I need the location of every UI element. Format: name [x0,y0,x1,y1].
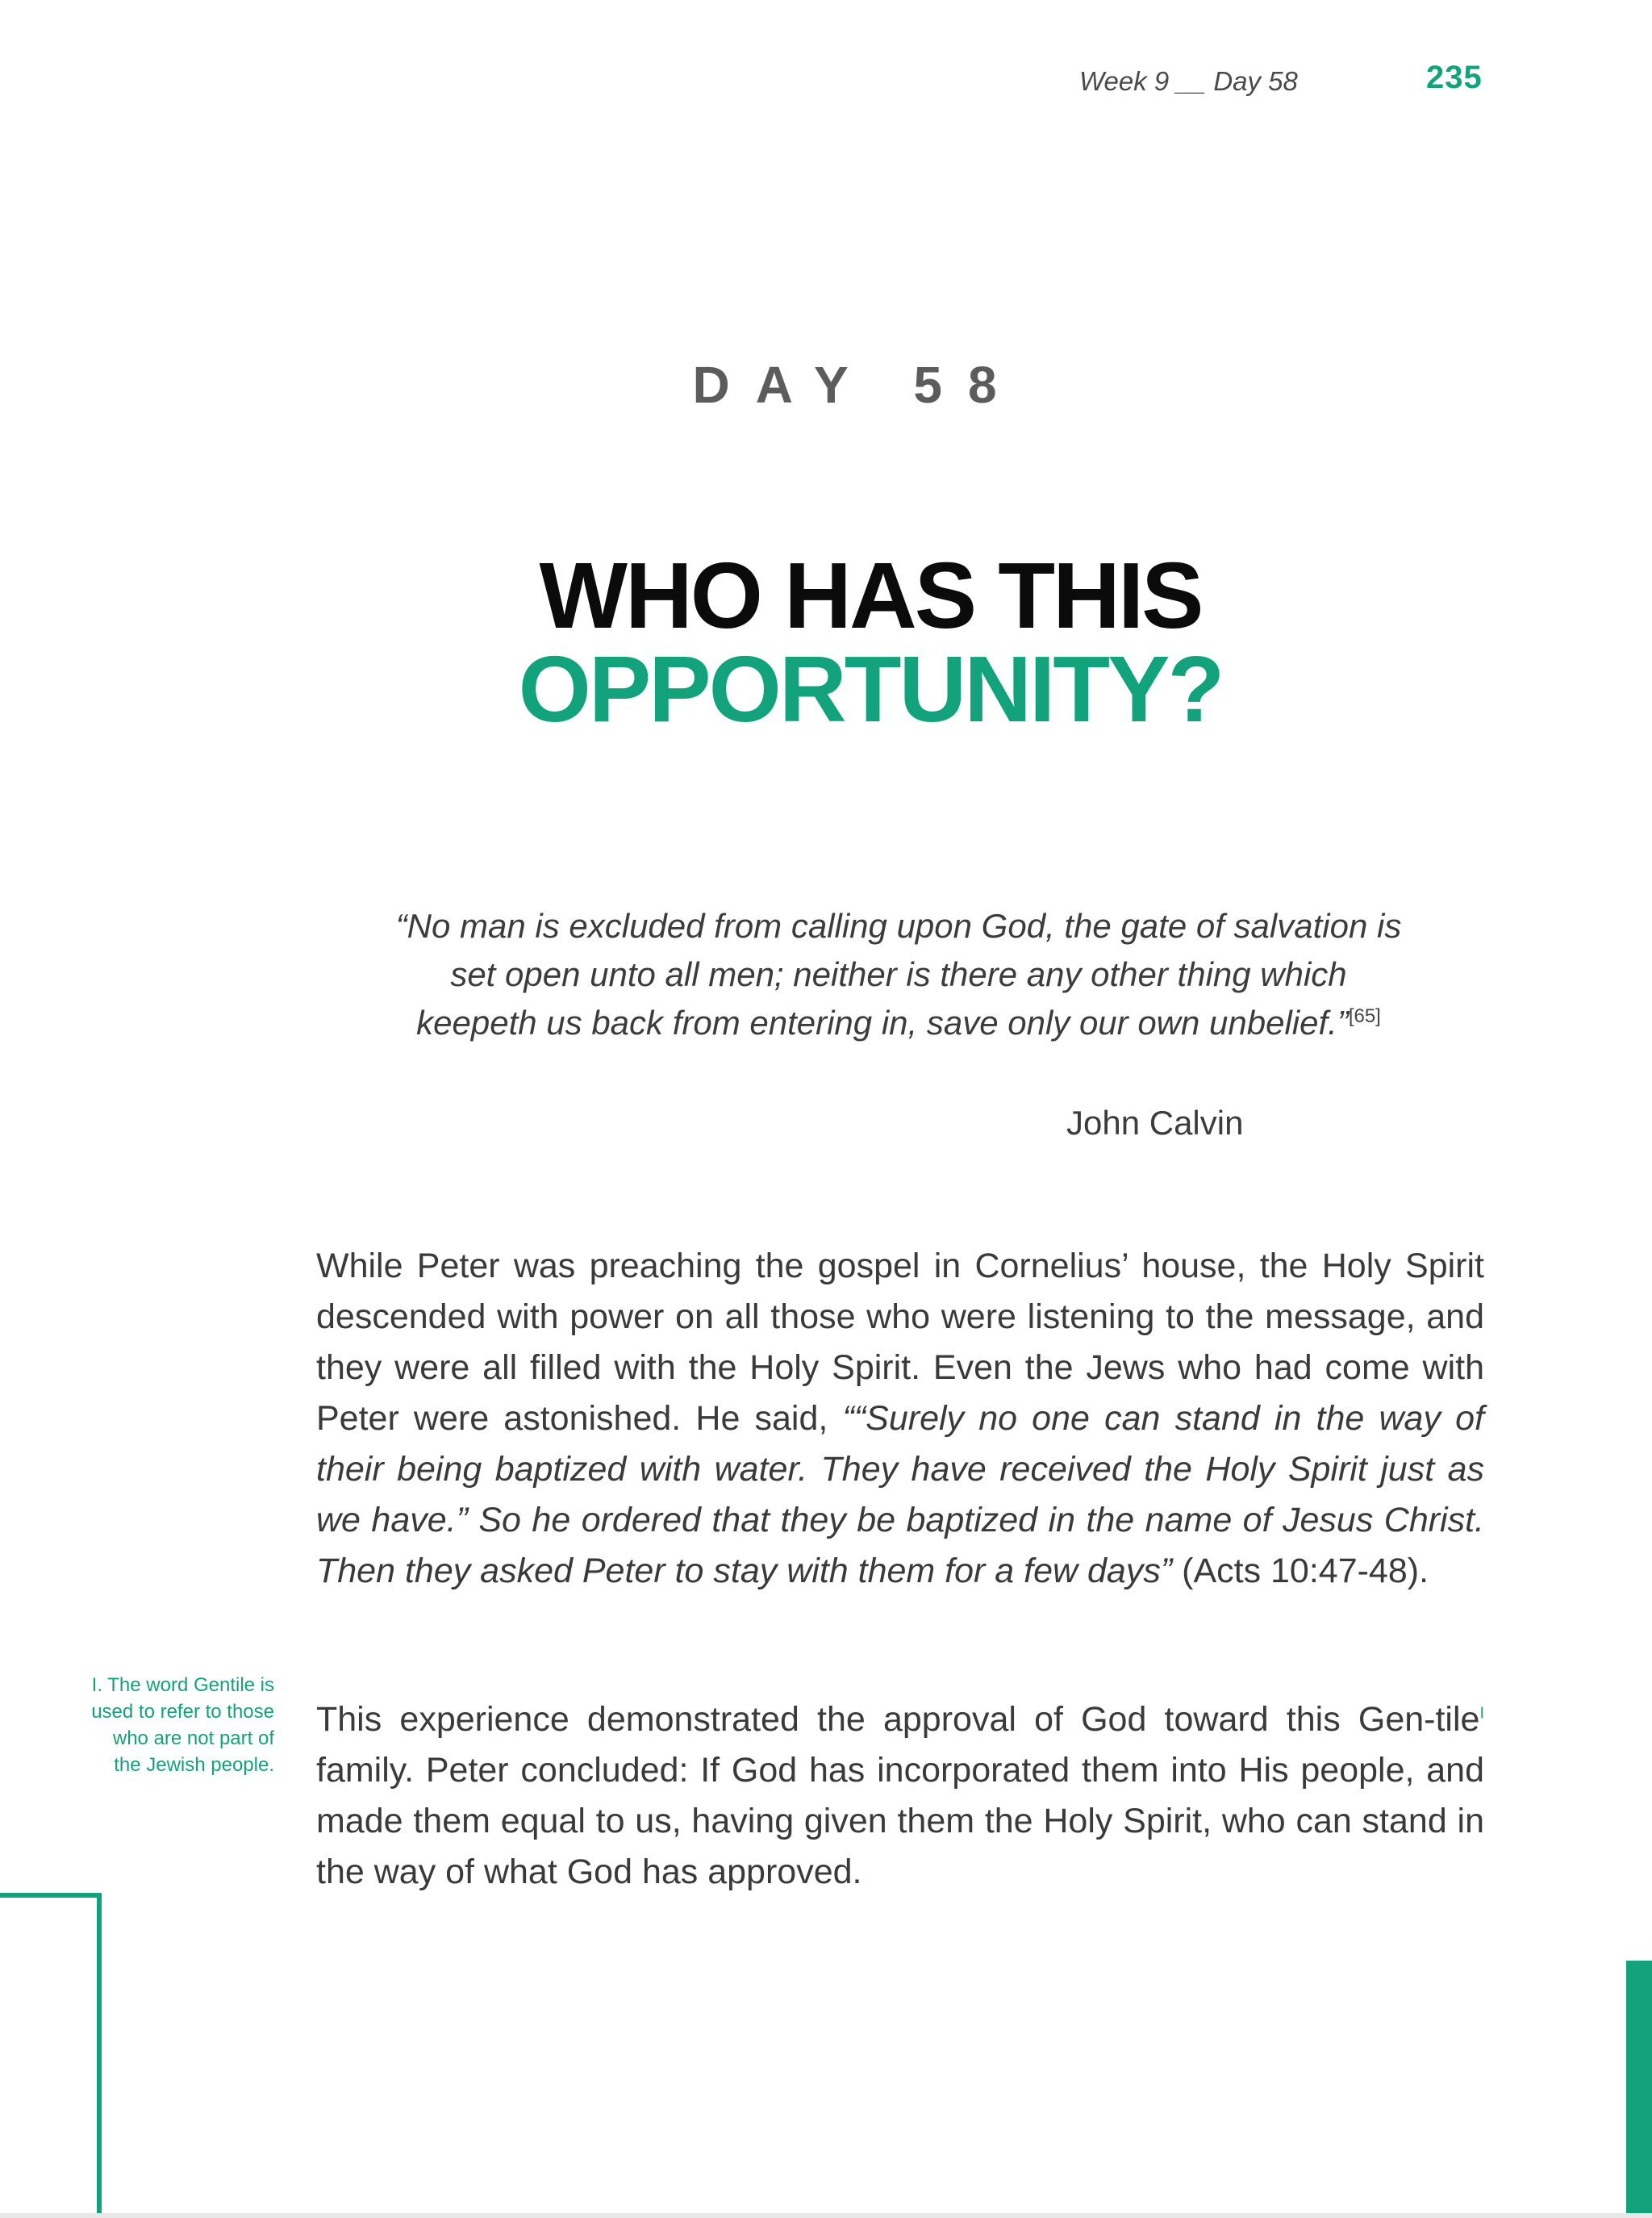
footnote-marker: I [1479,1704,1484,1723]
paragraph-2-end: family. Peter concluded: If God has incorporated them into His people, and made them equal to us, having given them the Holy Spirit, who can stand in the way of what God has approved. [316,1751,1484,1891]
epigraph-quote [395,902,1402,1047]
margin-footnote: I. The word Gentile is used to refer to those who are not part of the Jewish people. [91,1674,274,1776]
chapter-title [0,543,1652,741]
day-label: DAY 58 [692,356,1023,414]
page-number: 235 [1426,60,1483,95]
quote-reference: [65] [1348,1005,1381,1027]
title-line-1: WHO HAS THIS [539,543,1202,648]
week-day-label: Week 9 __ Day 58 [1079,66,1298,96]
decorative-frame [0,1893,102,2218]
running-header [0,58,1652,107]
decorative-bar [1626,1961,1652,2218]
body-paragraph-1 [316,1241,1484,1597]
paragraph-2-start: This experience demonstrated the approval of God toward this Gen-tile [316,1700,1480,1739]
quote-text: “No man is excluded from calling upon God, the gate of salvation is set open unto all men; neither is there any other thing which keepeth us back from entering in, save only our own unbelief.” [395,907,1402,1042]
quote-author: John Calvin [1066,1104,1244,1142]
page-bottom-edge [0,2213,1652,2218]
scripture-quote: ““Surely no one can stand in the way of their being baptized with water. They have received the Holy Spirit just as we have.” So he ordered that they be baptized in the name of Jesus Christ. Then they asked Peter to stay with them for a few days” [316,1399,1484,1590]
scripture-citation: (Acts 10:47-48). [1172,1552,1429,1590]
body-paragraph-2 [316,1694,1484,1898]
title-line-2: OPPORTUNITY? [518,637,1223,741]
paragraph-1-intro: While Peter was preaching the gospel in Cornelius’ house, the Holy Spirit descended with power on all those who were listening to the message, and they were all filled with the Holy Spirit. Even the Jews who had come with Peter were astonished. He said, [316,1247,1484,1438]
